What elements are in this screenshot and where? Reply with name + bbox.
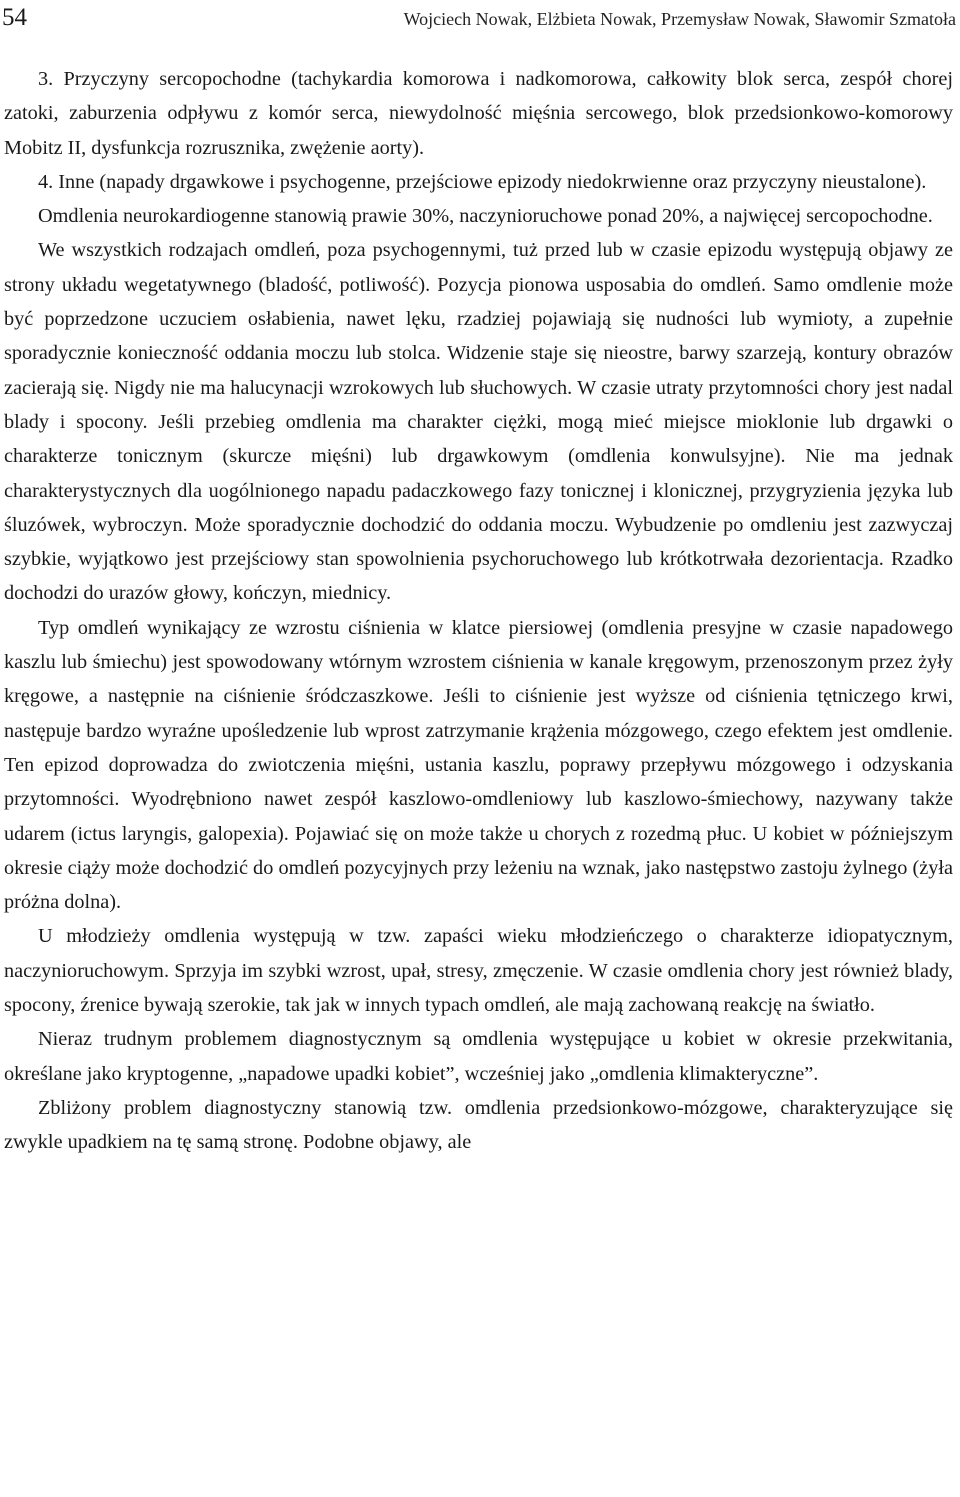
list-item-3: 3. Przyczyny sercopochodne (tachykardia komorowa i nadkomorowa, całkowity blok serca, zespół chorej zatoki, zaburzenia odpływu z komór serca, niewydolność mięśnia sercowego, blok przedsionkowo-komorowy Mobitz II, dysfunkcja rozrusznika, zwężenie aorty). — [4, 68, 953, 159]
paragraph: U młodzieży omdlenia występują w tzw. zapaści wieku młodzieńczego o charakterze idiopatycznym, naczynioruchowym. Sprzyja im szybki wzrost, upał, stresy, zmęczenie. W czasie omdlenia chory jest również blady, spocony, źrenice bywają szerokie, tak jak w innych typach omdleń, ale mają zachowaną reakcję na światło. — [4, 925, 953, 1017]
paragraph: Nieraz trudnym problemem diagnostycznym są omdlenia występujące u kobiet w okresie przekwitania, określane jako kryptogenne, „napadowe upadki kobiet”, wcześniej jako „omdlenia klimakteryczne”. — [4, 1028, 953, 1085]
paragraph: Typ omdleń wynikający ze wzrostu ciśnienia w klatce piersiowej (omdlenia presyjne w czasie napadowego kaszlu lub śmiechu) jest spowodowany wtórnym wzrostem ciśnienia w kanale kręgowym, przenoszonym przez żyły kręgowe, a następnie na ciśnienie śródczaszkowe. Jeśli to ciśnienie jest wyższe od ciśnienia tętniczego krwi, następuje bardzo wyraźne upośledzenie lub wprost zatrzymanie krążenia mózgowego, czego efektem jest omdlenie. Ten epizod doprowadza do zwiotczenia mięśni, ustania kaszlu, poprawy przepływu mózgowego i odzyskania przytomności. Wyodrębniono nawet zespół kaszlowo-omdleniowy lub kaszlowo-śmiechowy, nazywany także udarem (ictus laryngis, galopexia). Pojawiać się on może także u chorych z rozedmą płuc. U kobiet w późniejszym okresie ciąży może dochodzić do omdleń pozycyjnych przy leżeniu na wznak, jako następstwo zastoju żylnego (żyła próżna dolna). — [4, 616, 953, 914]
page-header — [0, 4, 956, 34]
list-item-4: 4. Inne (napady drgawkowe i psychogenne, przejściowe epizody niedokrwienne oraz przyczyny nieustalone). — [38, 170, 927, 193]
page-number: 54 — [2, 4, 27, 31]
paragraph: Omdlenia neurokardiogenne stanowią prawie 30%, naczynioruchowe ponad 20%, a najwięcej sercopochodne. — [38, 205, 933, 228]
running-head-authors: Wojciech Nowak, Elżbieta Nowak, Przemysław Nowak, Sławomir Szmatoła — [403, 9, 956, 29]
paragraph: Zbliżony problem diagnostyczny stanowią tzw. omdlenia przedsionkowo-mózgowe, charakteryzujące się zwykle upadkiem na tę samą stronę. Podobne objawy, ale — [4, 1096, 953, 1154]
body-text — [4, 62, 953, 1160]
paragraph: We wszystkich rodzajach omdleń, poza psychogennymi, tuż przed lub w czasie epizodu występują objawy ze strony układu wegetatywnego (bladość, potliwość). Pozycja pionowa usposabia do omdleń. Samo omdlenie może być poprzedzone uczuciem osłabienia, nawet lęku, rzadziej pojawiają się nudności lub wymioty, a zupełnie sporadycznie konieczność oddania moczu lub stolca. Widzenie staje się nieostre, barwy szarzeją, kontury obrazów zacierają się. Nigdy nie ma halucynacji wzrokowych lub słuchowych. W czasie utraty przytomności chory jest nadal blady i spocony. Jeśli przebieg omdlenia ma charakter ciężki, mogą mieć miejsce mioklonie lub drgawki o charakterze tonicznym (skurcze mięśni) lub drgawkowym (omdlenia konwulsyjne). Nie ma jednak charakterystycznych dla uogólnionego napadu padaczkowego fazy tonicznej i klonicznej, przygryzienia języka lub śluzówek, wybroczyn. Może sporadycznie dochodzić do oddania moczu. Wybudzenie po omdleniu jest zazwyczaj szybkie, wyjątkowo jest przejściowy stan spowolnienia psychoruchowego lub krótkotrwała dezorientacja. Rzadko dochodzi do urazów głowy, kończyn, miednicy. — [4, 239, 953, 605]
